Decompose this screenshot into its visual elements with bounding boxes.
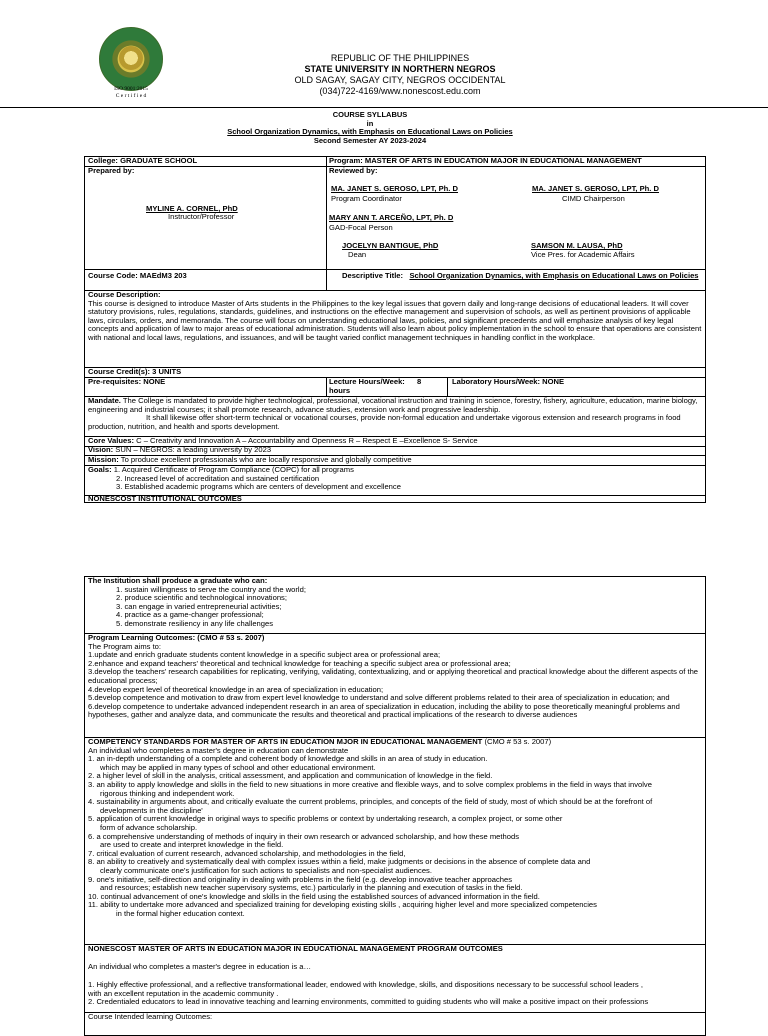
university-seal-icon xyxy=(99,27,163,91)
mandate-text: The College is mandated to provide higher technological, professional, vocational instruction and training in science, forestry, fishery, agriculture, education, marine biology, engineering and industrial courses; it shall promote research, advance studies, extension work and progressive leadership. xyxy=(88,396,698,414)
goals xyxy=(88,466,401,492)
po-item: with an excellent reputation in the academic community . xyxy=(88,988,279,998)
core-values-label: Core Values: xyxy=(88,436,135,445)
inst-item: 1. sustain willingness to serve the country and the world; xyxy=(116,584,306,594)
inst-item: 5. demonstrate resiliency in any life challenges xyxy=(116,618,274,628)
po-item: 2. Credentialed educators to lead in innovative teaching and learning environments, committed to guiding students who will make a positive impact on their professions xyxy=(88,997,649,1007)
goals-label: Goals: xyxy=(88,465,112,474)
program-outcomes xyxy=(88,945,702,1007)
comp-item: rigorous thinking and independent work. xyxy=(100,788,235,798)
goal-3: 3. Established academic programs which are centers of development and excellence xyxy=(116,482,401,492)
comp-item: which may be applied in many types of school and other educational environment. xyxy=(100,762,376,772)
inst-item: 3. can engage in varied entrepreneurial activities; xyxy=(116,601,282,611)
iso-certification xyxy=(108,86,154,99)
mission xyxy=(88,456,412,465)
college-field: College: GRADUATE SCHOOL xyxy=(88,156,198,165)
descriptive-title-label: Descriptive Title: xyxy=(342,271,404,280)
prerequisites: Pre-requisites: NONE xyxy=(88,377,166,386)
comp-item: 6. a comprehensive understanding of methods of inquiry in their own research or advanced scholarship, and how these methods xyxy=(88,831,519,841)
inst-item: 4. practice as a game-changer professional; xyxy=(116,610,264,620)
reviewer5-role: Vice Pres. for Academic Affairs xyxy=(531,250,635,259)
vision xyxy=(88,446,271,455)
comp-item: 9. one's initiative, self-direction and originality in dealing with problems in the field (e.g. develop innovative teacher approaches xyxy=(88,874,512,884)
comp-item: 5. application of current knowledge in original ways to specific problems or context by undertaking research, a complex project, or some other xyxy=(88,814,563,824)
course-intended-learning-outcomes-heading: Course Intended learning Outcomes: xyxy=(88,1012,213,1021)
institutional-outcomes xyxy=(88,577,700,629)
title-course-name: School Organization Dynamics, with Emphasis on Educational Laws on Policies xyxy=(227,127,513,137)
iso-line1: ISO 9001:2015 xyxy=(114,86,148,92)
plo-item: 6.develop competence to undertake advanced independent research in an area of specialization in education, including the ability to pose theoretically meaningful problems and hypotheses, gather and analyze data, and communicate the results and theoretical and practical implications of the research to diverse audiences xyxy=(88,701,680,720)
competency-standards xyxy=(88,738,702,918)
plo-item: 5.develop competence and motivation to draw from expert level knowledge to understand and solve different problems related to their area of specialization in education; and xyxy=(88,693,670,703)
table-divider xyxy=(326,377,327,396)
competency-intro: An individual who completes a master's degree in education can demonstrate xyxy=(88,745,349,755)
comp-item: 3. an ability to apply knowledge and skills in the field to new situations in more creative and flexible ways, and to solve complex problems in the field in ways that involve xyxy=(88,779,652,789)
comp-item: in the formal higher education context. xyxy=(116,908,245,918)
reviewer1-name: MA. JANET S. GEROSO, LPT, Ph. D xyxy=(331,184,458,193)
title-line1: COURSE SYLLABUS xyxy=(332,110,408,119)
plo-heading: Program Learning Outcomes: (CMO # 53 s. 2007) xyxy=(88,633,265,642)
mission-label: Mission: xyxy=(88,455,119,464)
comp-item: 11. ability to undertake more advanced and specialized training for developing existing skills , acquiring higher level and more specialized competencies xyxy=(88,900,597,910)
program-field: Program: MASTER OF ARTS IN EDUCATION MAJOR IN EDUCATIONAL MANAGEMENT xyxy=(329,156,642,165)
program-outcomes-heading: NONESCOST MASTER OF ARTS IN EDUCATION MAJOR IN EDUCATIONAL MANAGEMENT PROGRAM OUTCOMES xyxy=(88,944,503,953)
comp-item: 4. sustainability in arguments about, and critically evaluate the current problems, principles, and concepts of the field of study, most of which should be at the forefront of xyxy=(88,797,653,807)
comp-item: developments in the discipline' xyxy=(100,805,203,815)
reviewed-by-label: Reviewed by: xyxy=(329,166,378,175)
table-divider xyxy=(326,156,327,290)
comp-item: 1. an in-depth understanding of a complete and coherent body of knowledge and skills in an area of study in education. xyxy=(88,754,488,764)
university-name: STATE UNIVERSITY IN NORTHERN NEGROS xyxy=(304,64,496,74)
lecture-hours xyxy=(329,378,444,395)
comp-item: 10. continual advancement of one's knowledge and skills in the field using the established sources of advanced information in the field. xyxy=(88,891,540,901)
vision-label: Vision: xyxy=(88,445,114,454)
competency-ref: (CMO # 53 s. 2007) xyxy=(482,737,552,746)
reviewer3-name: MARY ANN T. ARCEÑO, LPT, Ph. D xyxy=(329,213,454,222)
preparer-name: MYLINE A. CORNEL, PhD xyxy=(146,204,238,213)
syllabus-title xyxy=(150,111,590,146)
comp-item: and resources; establish new teacher supervisory systems, etc.) particularly in the planning and execution of tasks in the field. xyxy=(100,883,523,893)
reviewer4-name: JOCELYN BANTIGUE, PhD xyxy=(342,241,439,250)
course-description-text: This course is designed to introduce Master of Arts students in the Philippines to the key legal issues that govern daily and long-range decisions of educational leaders. It will cover statutory provisions, rules, regulations, standards, guidelines, and instructions on the effective management and supervision of schools, as well as pertinent provisions of applicable laws, circulars, orders, and memoranda. The course will focus on understanding educational laws, policies, and significant precedents and will emphasize analysis of key legal concepts and application of law to major areas of educational administration. Students will also learn about policy implementation in the school to ensure that operations are consistent with national and local laws, regulations, and issuances, and will be taught varied conflict management techniques in handling conflict in the workplace. xyxy=(88,298,702,342)
comp-item: form of advance scholarship. xyxy=(100,822,198,832)
iso-line2: C e r t i f i e d xyxy=(115,92,147,99)
core-values-text: C – Creativity and Innovation A – Accountability and Openness R – Respect E –Excellence S- Service xyxy=(134,436,478,445)
comp-item: are used to create and interpret knowledge in the field. xyxy=(100,840,284,850)
mandate xyxy=(88,397,700,431)
lecture-hours-value: 8 xyxy=(416,377,422,386)
course-credits: Course Credit(s): 3 UNITS xyxy=(88,367,182,376)
prepared-by-label: Prepared by: xyxy=(88,166,135,175)
descriptive-title-value: School Organization Dynamics, with Emphasis on Educational Laws on Policies xyxy=(409,271,699,280)
preparer-role: Instructor/Professor xyxy=(168,212,235,221)
reviewer1-role: Program Coordinator xyxy=(331,194,402,203)
comp-item: 2. a higher level of skill in the analysis, critical assessment, and application and communication of knowledge in the field. xyxy=(88,771,493,781)
table-divider xyxy=(447,377,448,396)
institution-heading: The Institution shall produce a graduate who can: xyxy=(88,576,268,585)
letterhead xyxy=(240,53,560,97)
inst-item: 2. produce scientific and technological innovations; xyxy=(116,593,287,603)
program-learning-outcomes xyxy=(88,634,700,720)
laboratory-hours: Laboratory Hours/Week: NONE xyxy=(452,377,565,386)
table-rule xyxy=(84,166,706,167)
reviewer2-name: MA. JANET S. GEROSO, LPT, Ph. D xyxy=(532,184,659,193)
goal-2: 2. Increased level of accreditation and sustained certification xyxy=(116,473,320,483)
plo-intro: The Program aims to: xyxy=(88,641,162,651)
reviewer3-role: GAD-Focal Person xyxy=(329,223,393,232)
mandate-label: Mandate. xyxy=(88,396,121,405)
goal-1: 1. Acquired Certificate of Program Compliance (COPC) for all programs xyxy=(111,465,354,474)
contact-line: (034)722-4169/www.nonescost.edu.com xyxy=(319,86,481,96)
plo-item: 3.develop the teachers' research capabilities for replicating, verifying, validating, contextualizing, and or applying theoretical and practical knowledge about the different aspects of the educational process; xyxy=(88,667,699,685)
comp-item: clearly communicate one's justification for such actions to specialists and non-specialist audiences. xyxy=(100,865,432,875)
mandate-text2: It shall likewise offer short-term technical or vocational courses, provide non-formal education and undertake vigorous extension and research programs in food production, nutrition, and health and sports development. xyxy=(88,413,681,431)
institutional-outcomes-header: NONESCOST INSTITUTIONAL OUTCOMES xyxy=(88,494,242,503)
lecture-hours-unit: hours xyxy=(329,385,351,395)
header-divider xyxy=(0,107,768,108)
republic-line: REPUBLIC OF THE PHILIPPINES xyxy=(330,53,470,63)
reviewer4-role: Dean xyxy=(348,250,367,259)
plo-item: 2.enhance and expand teachers' theoretical and technical knowledge for teaching a specific subject area or professional area; xyxy=(88,658,511,668)
lecture-hours-label: Lecture Hours/Week: xyxy=(329,377,405,386)
title-line2: in xyxy=(366,118,374,128)
reviewer5-name: SAMSON M. LAUSA, PhD xyxy=(531,241,623,250)
program-outcomes-intro: An individual who completes a master's degree in education is a… xyxy=(88,961,312,971)
plo-item: 1.update and enrich graduate students content knowledge in a specific subject area or professional area; xyxy=(88,650,441,660)
title-semester: Second Semester AY 2023-2024 xyxy=(313,136,427,146)
course-description-label: Course Description: xyxy=(88,290,161,299)
course-code: Course Code: MAEdM3 203 xyxy=(88,271,187,280)
reviewer2-role: CIMD Chairperson xyxy=(562,194,625,203)
mission-text: To produce excellent professionals who are locally responsive and globally competitive xyxy=(118,455,412,464)
comp-item: 8. an ability to creatively and systematically deal with complex issues within a field, make judgments or decisions in the absence of complete data and xyxy=(88,857,591,867)
vision-text: SUN – NEGROS: a leading university by 2023 xyxy=(113,445,272,454)
competency-heading: COMPETENCY STANDARDS FOR MASTER OF ARTS IN EDUCATION MJOR IN EDUCATIONAL MANAGEMENT xyxy=(88,737,483,746)
comp-item: 7. critical evaluation of current research, advanced scholarship, and methodologies in the field, xyxy=(88,848,406,858)
course-description xyxy=(88,291,702,343)
table-rule xyxy=(84,269,706,270)
plo-item: 4.develop expert level of theoretical knowledge in an area of specialization in education; xyxy=(88,684,384,694)
address-line: OLD SAGAY, SAGAY CITY, NEGROS OCCIDENTAL xyxy=(294,75,506,85)
po-item: 1. Highly effective professional, and a reflective transformational leader, endowed with knowledge, skills, and dispositions necessary to be successful school leaders , xyxy=(88,980,643,990)
